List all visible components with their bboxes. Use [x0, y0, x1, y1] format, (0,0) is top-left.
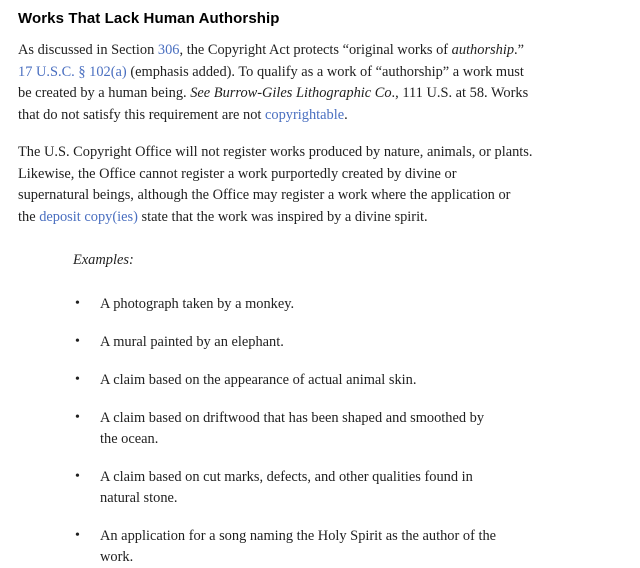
text-run: the: [18, 208, 40, 225]
text-run: ., 111 U.S. at 58. Works: [391, 85, 529, 101]
text-run: , the Copyright Act protects “original works of: [179, 42, 452, 58]
list-item: [18, 294, 628, 315]
paragraphs-container: [18, 40, 628, 228]
list-item: [18, 526, 628, 568]
text-line: [18, 207, 628, 229]
text-line: [18, 164, 628, 186]
italic-text: authorship: [451, 42, 515, 58]
text-line: A claim based on cut marks, defects, and other qualities found in: [100, 469, 473, 485]
text-run: supernatural beings, although the Office may register a work where the application or: [18, 187, 511, 203]
bullet-text: [100, 467, 628, 509]
text-run: .”: [514, 42, 525, 58]
bullet-icon: •: [75, 528, 80, 543]
text-line: A photograph taken by a monkey.: [100, 296, 295, 312]
link-17-u-s-c-102-a[interactable]: 17 U.S.C. § 102(a): [18, 63, 127, 80]
list-item: [18, 408, 628, 450]
text-line: [18, 185, 628, 207]
link-copyrightable[interactable]: copyrightable: [264, 106, 345, 123]
text-run: be created by a human being.: [18, 85, 191, 101]
list-item: [18, 370, 628, 391]
page-title: Works That Lack Human Authorship: [18, 10, 280, 27]
link-306[interactable]: 306: [157, 42, 180, 58]
examples-list: [18, 294, 628, 568]
text-run: state that the work was inspired by a divine spirit.: [137, 208, 428, 225]
bullet-text: [100, 526, 628, 568]
text-line: work.: [100, 549, 134, 565]
paragraph-authorship-requirement: [18, 40, 628, 126]
paragraph-office-will-not-register: [18, 142, 628, 228]
link-deposit-copy-ies[interactable]: deposit copy(ies): [39, 208, 138, 225]
text-run: .: [344, 106, 348, 123]
list-item: [18, 332, 628, 353]
text-line: [18, 40, 628, 62]
bullet-icon: •: [75, 334, 80, 349]
text-line: [18, 83, 628, 105]
text-run: that do not satisfy this requirement are not: [18, 106, 265, 123]
bullet-icon: •: [75, 372, 80, 387]
bullet-text: [100, 294, 628, 315]
text-line: natural stone.: [100, 490, 178, 506]
text-run: As discussed in Section: [18, 42, 158, 58]
italic-text: See Burrow-Giles Lithographic Co: [190, 85, 392, 101]
text-line: the ocean.: [100, 431, 159, 447]
text-run: Likewise, the Office cannot register a work purportedly created by divine or: [18, 165, 457, 182]
bullet-text: [100, 408, 628, 450]
bullet-icon: •: [75, 296, 80, 311]
list-item: [18, 467, 628, 509]
text-line: A claim based on the appearance of actual animal skin.: [100, 372, 417, 388]
examples-label: Examples:: [73, 252, 134, 268]
text-line: [18, 62, 628, 84]
text-line: [18, 105, 628, 127]
bullet-icon: •: [75, 469, 80, 484]
text-line: A claim based on driftwood that has been shaped and smoothed by: [100, 410, 485, 426]
bullet-text: [100, 370, 628, 391]
text-line: An application for a song naming the Holy Spirit as the author of the: [100, 528, 497, 544]
bullet-icon: •: [75, 410, 80, 425]
text-run: The U.S. Copyright Office will not register works produced by nature, animals, or plants.: [18, 144, 533, 160]
text-run: (emphasis added). To qualify as a work of “authorship” a work must: [126, 63, 524, 80]
bullet-text: [100, 332, 628, 353]
text-line: [18, 142, 628, 164]
text-line: A mural painted by an elephant.: [100, 334, 284, 350]
